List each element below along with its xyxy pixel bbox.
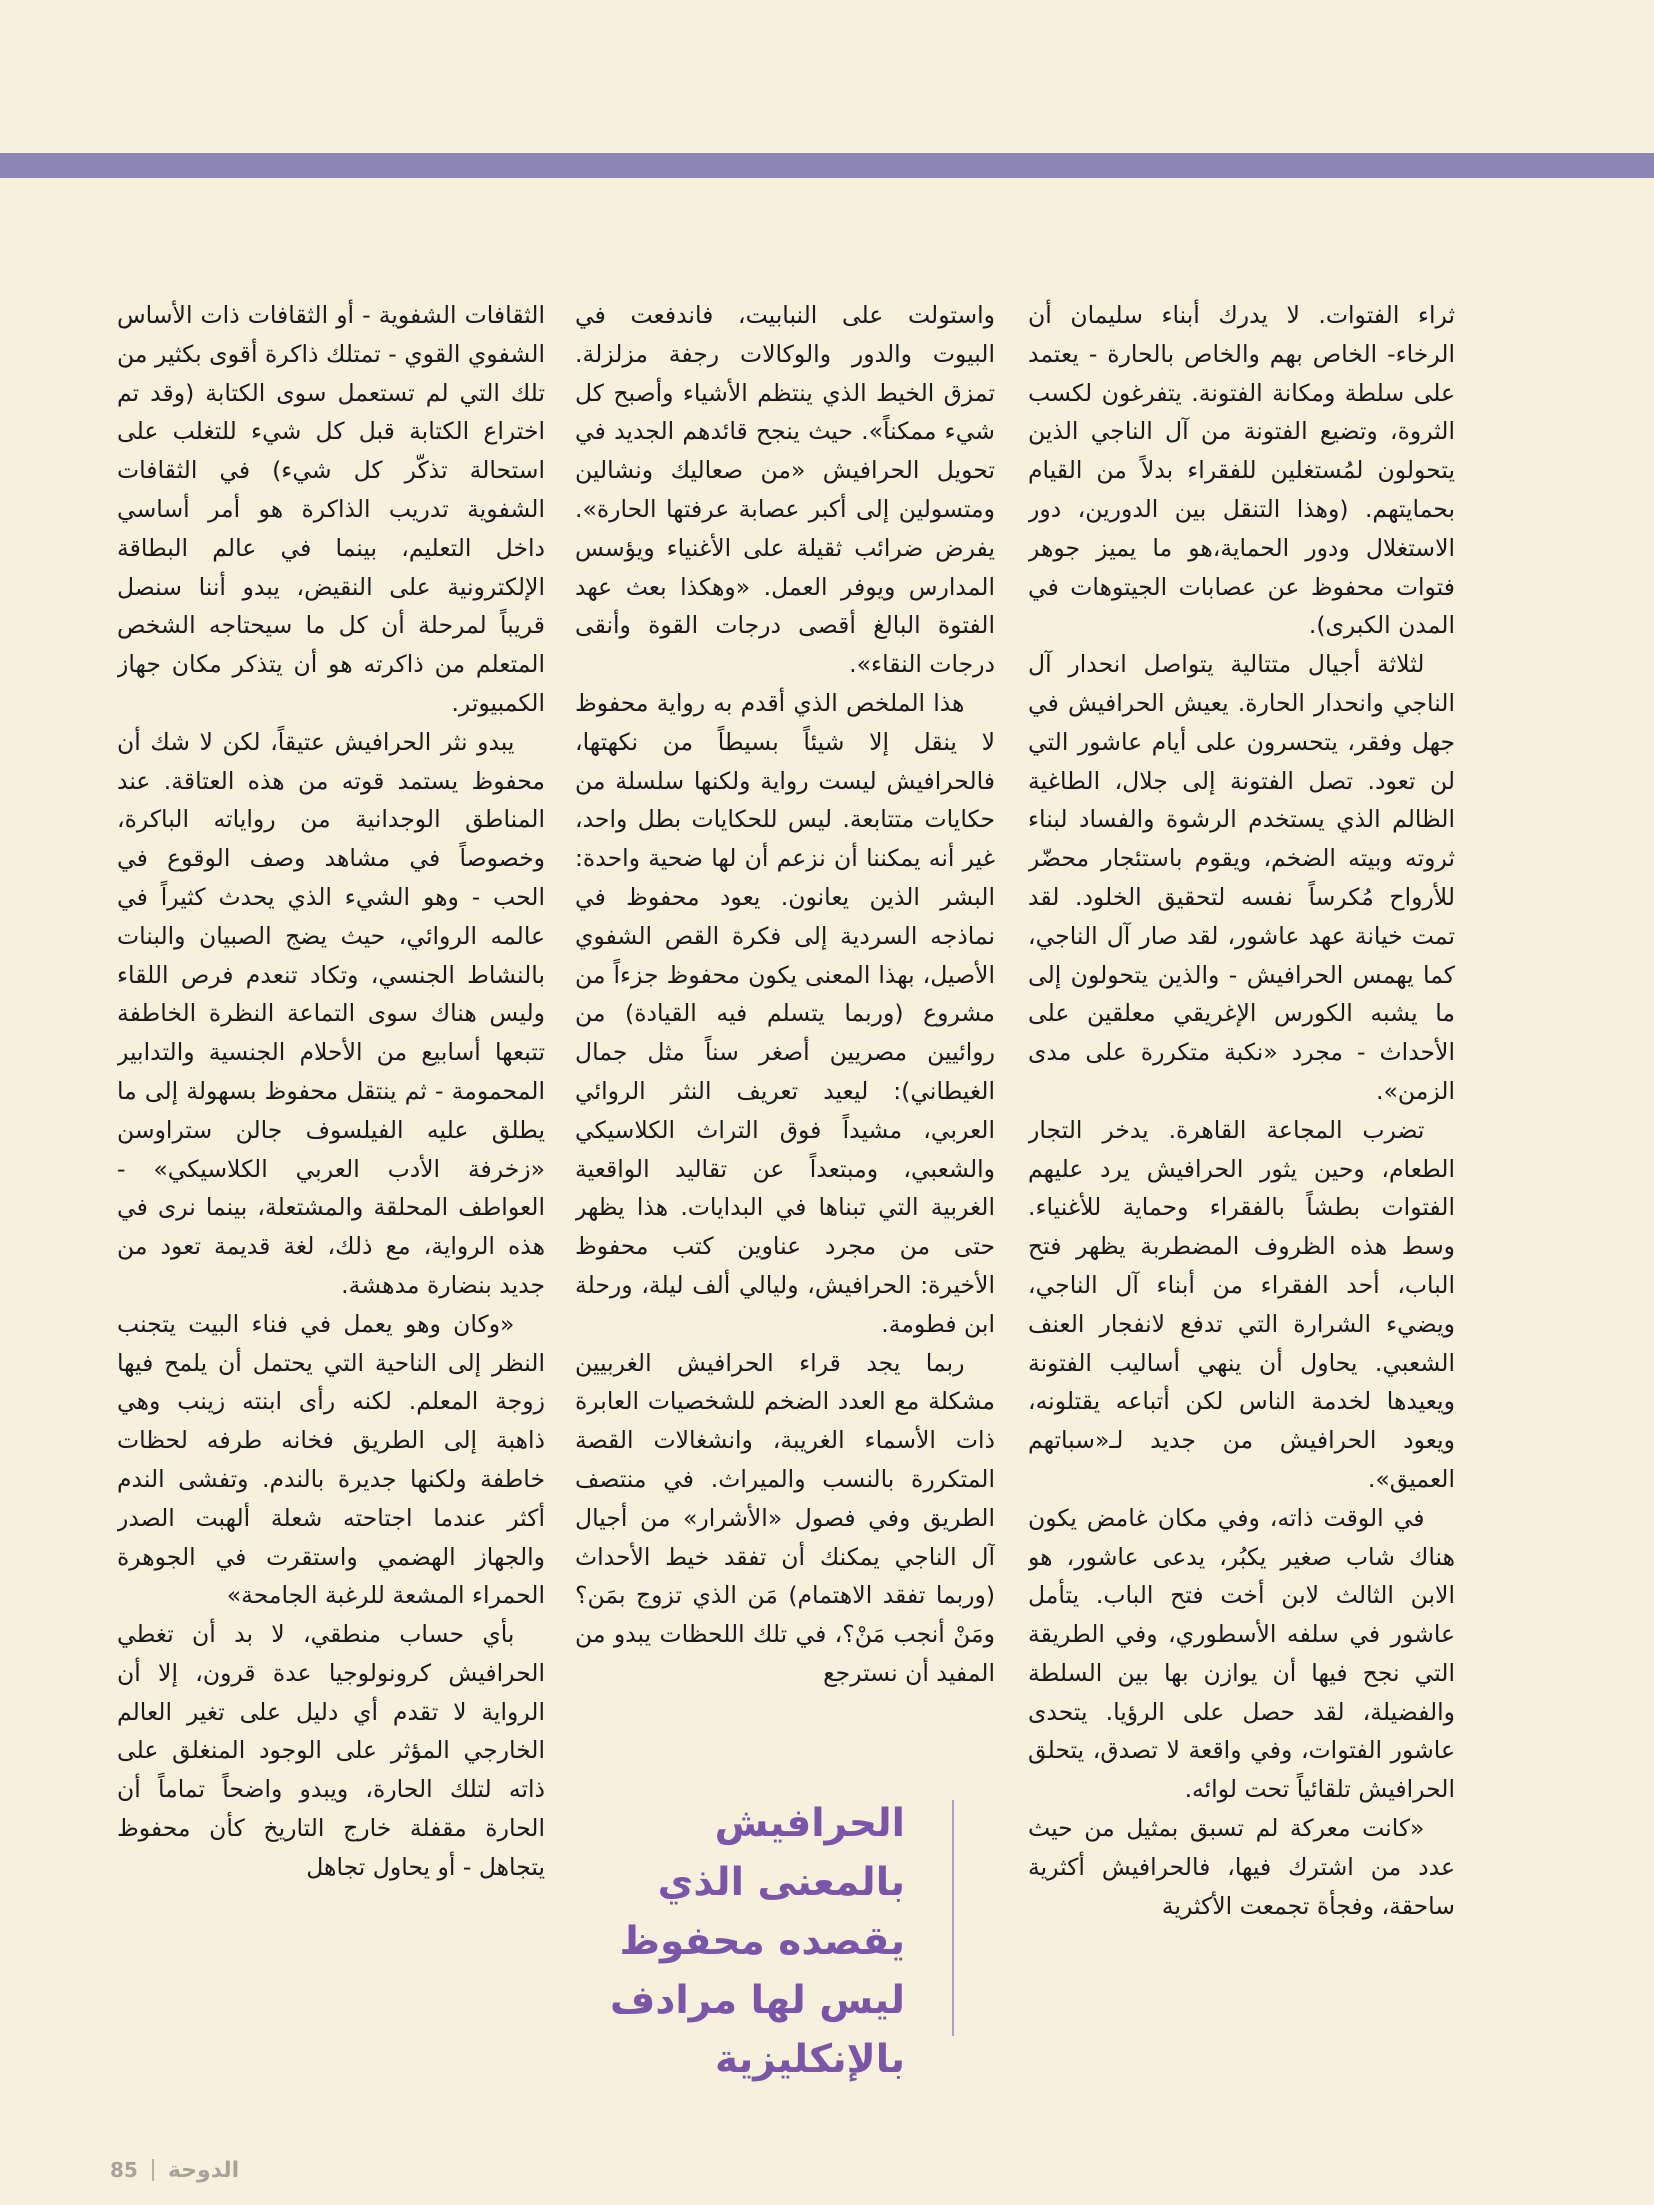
paragraph: الثقافات الشفوية - أو الثقافات ذات الأساس الشفوي القوي - تمتلك ذاكرة أقوى بكثير من تلك التي لم تستعمل سوى الكتابة (وقد تم اختراع الكتابة قبل كل شيء للتغلب على استحالة تذكّر كل شيء) في الثقافات الشفوية تدريب الذاكرة هو أمر أساسي داخل التعليم، بينما في عالم البطاقة الإلكترونية على النقيض، يبدو أننا سنصل قريباً لمرحلة أن كل ما سيحتاجه الشخص المتعلم من ذاكرته هو أن يتذكر مكان جهاز الكمبيوتر. bbox=[117, 301, 545, 717]
magazine-name: الدوحة bbox=[167, 2157, 240, 2183]
paragraph: في الوقت ذاته، وفي مكان غامض يكون هناك شاب صغير يكبُر، يدعى عاشور، هو الابن الثالث لابن أخت فتح الباب. يتأمل عاشور في سلفه الأسطوري، وفي الطريقة التي نجح فيها أن يوازن بها بين السلطة والفضيلة، لقد حصل على الرؤيا. يتحدى عاشور الفتوات، وفي واقعة لا تصدق، يتحلق الحرافيش تلقائياً تحت لوائه. bbox=[1028, 1503, 1455, 1804]
page-footer bbox=[110, 2155, 290, 2185]
pull-quote: الحرافيش بالمعنى الذي يقصده محفوظ ليس لها مرادف بالإنكليزية bbox=[610, 1801, 905, 2082]
text-column-right bbox=[1028, 296, 1455, 2054]
paragraph: لثلاثة أجيال متتالية يتواصل انحدار آل الناجي وانحدار الحارة. يعيش الحرافيش في جهل وفقر، يتحسرون على أيام عاشور التي لن تعود. تصل الفتونة إلى جلال، الطاغية الظالم الذي يستخدم الرشوة والفساد لبناء ثروته وبيته الضخم، ويقوم باستئجار محضّر للأرواح مُكرساً نفسه لتحقيق الخلود. لقد تمت خيانة عهد عاشور، لقد صار آل الناجي، كما يهمس الحرافيش - والذين يتحولون إلى ما يشبه الكورس الإغريقي معلقين على الأحداث - مجرد «نكبة متكررة على مدى الزمن». bbox=[1028, 650, 1455, 1105]
paragraph: بأي حساب منطقي، لا بد أن تغطي الحرافيش كرونولوجيا عدة قرون، إلا أن الرواية لا تقدم أي دليل على تغير العالم الخارجي المؤثر على الوجود المنغلق على ذاته لتلك الحارة، ويبدو واضحاً تماماً أن الحارة مقفلة خارج التاريخ كأن محفوظ يتجاهل - أو يحاول تجاهل bbox=[117, 1620, 545, 1881]
paragraph: ثراء الفتوات. لا يدرك أبناء سليمان أن الرخاء- الخاص بهم والخاص بالحارة - يعتمد على سلطة ومكانة الفتونة. يتفرغون لكسب الثروة، وتضيع الفتونة من آل الناجي الذين يتحولون لمُستغلين للفقراء بدلاً من القيام بحمايتهم. (وهذا التنقل بين الدورين، دور الاستغلال ودور الحماية،هو ما يميز جوهر فتوات محفوظ عن عصابات الجيتوهات في المدن الكبرى). bbox=[1028, 301, 1455, 640]
footer-divider bbox=[152, 2159, 154, 2181]
text-column-left bbox=[117, 296, 545, 2054]
pull-quote-divider bbox=[952, 1800, 954, 2036]
paragraph: تضرب المجاعة القاهرة. يدخر التجار الطعام، وحين يثور الحرافيش يرد عليهم الفتوات بطشاً بالفقراء وحماية للأغنياء. وسط هذه الظروف المضطربة يظهر فتح الباب، أحد الفقراء من أبناء آل الناجي، ويضيء الشرارة التي تدفع لانفجار العنف الشعبي. يحاول أن ينهي أساليب الفتونة ويعيدها لخدمة الناس لكن أتباعه يقتلونه، ويعود الحرافيش من جديد لـ«سباتهم العميق». bbox=[1028, 1115, 1455, 1493]
paragraph: «كانت معركة لم تسبق بمثيل من حيث عدد من اشترك فيها، فالحرافيش أكثرية ساحقة، وفجأة تجمعت الأكثرية bbox=[1028, 1814, 1455, 1920]
paragraph: «وكان وهو يعمل في فناء البيت يتجنب النظر إلى الناحية التي يحتمل أن يلمح فيها زوجة المعلم. لكنه رأى ابنته زينب وهي ذاهبة إلى الطريق فخانه طرفه لحظات خاطفة ولكنها جديرة بالندم. وتفشى الندم أكثر عندما اجتاحته شعلة ألهبت الصدر والجهاز الهضمي واستقرت في الجوهرة الحمراء المشعة للرغبة الجامحة» bbox=[117, 1309, 545, 1610]
text-column-middle bbox=[575, 296, 995, 1776]
paragraph: ربما يجد قراء الحرافيش الغربيين مشكلة مع العدد الضخم للشخصيات العابرة ذات الأسماء الغريبة، وانشغالات القصة المتكررة بالنسب والميراث. في منتصف الطريق وفي فصول «الأشرار» من أجيال آل الناجي يمكنك أن تفقد خيط الأحداث (وربما تفقد الاهتمام) مَن الذي تزوج بمَن؟ ومَنْ أنجب مَنْ؟، في تلك اللحظات يبدو من المفيد أن نسترجع bbox=[575, 1348, 995, 1687]
page-number: 85 bbox=[110, 2158, 138, 2182]
header-color-band bbox=[0, 153, 1654, 178]
paragraph: يبدو نثر الحرافيش عتيقاً، لكن لا شك أن محفوظ يستمد قوته من هذه العتاقة. عند المناطق الوجدانية من رواياته الباكرة، وخصوصاً في مشاهد وصف الوقوع في الحب - وهو الشيء الذي يحدث كثيراً في عالمه الروائي، حيث يضج الصبيان والبنات بالنشاط الجنسي، وتكاد تنعدم فرص اللقاء وليس هناك سوى التماعة النظرة الخاطفة تتبعها أسابيع من الأحلام الجنسية والتدابير المحمومة - ثم ينتقل محفوظ بسهولة إلى ما يطلق عليه الفيلسوف جالن ستراوسن «زخرفة الأدب العربي الكلاسيكي» - العواطف المحلقة والمشتعلة، بينما نرى في هذه الرواية، مع ذلك، لغة قديمة تعود من جديد بنضارة مدهشة. bbox=[117, 727, 545, 1299]
paragraph: هذا الملخص الذي أقدم به رواية محفوظ لا ينقل إلا شيئاً بسيطاً من نكهتها، فالحرافيش ليست رواية ولكنها سلسلة من حكايات متتابعة. ليس للحكايات بطل واحد، غير أنه يمكننا أن نزعم أن لها ضحية واحدة: البشر الذين يعانون. يعود محفوظ في نماذجه السردية إلى فكرة القص الشفوي الأصيل، بهذا المعنى يكون محفوظ جزءاً من مشروع (وربما يتسلم فيه القيادة) من روائيين مصريين أصغر سناً مثل جمال الغيطاني): ليعيد تعريف النثر الروائي العربي، مشيداً فوق التراث الكلاسيكي والشعبي، ومبتعداً عن تقاليد الواقعية الغربية التي تبناها في البدايات. هذا يظهر حتى من مجرد عناوين كتب محفوظ الأخيرة: الحرافيش، وليالي ألف ليلة، ورحلة ابن فطومة. bbox=[575, 688, 995, 1338]
paragraph: واستولت على النبابيت، فاندفعت في البيوت والدور والوكالات رجفة مزلزلة. تمزق الخيط الذي ينتظم الأشياء وأصبح كل شيء ممكناً». حيث ينجح قائدهم الجديد في تحويل الحرافيش «من صعاليك ونشالين ومتسولين إلى أكبر عصابة عرفتها الحارة». يفرض ضرائب ثقيلة على الأغنياء ويؤسس المدارس ويوفر العمل. «وهكذا بعث عهد الفتوة البالغ أقصى درجات القوة وأنقى درجات النقاء». bbox=[575, 301, 995, 679]
